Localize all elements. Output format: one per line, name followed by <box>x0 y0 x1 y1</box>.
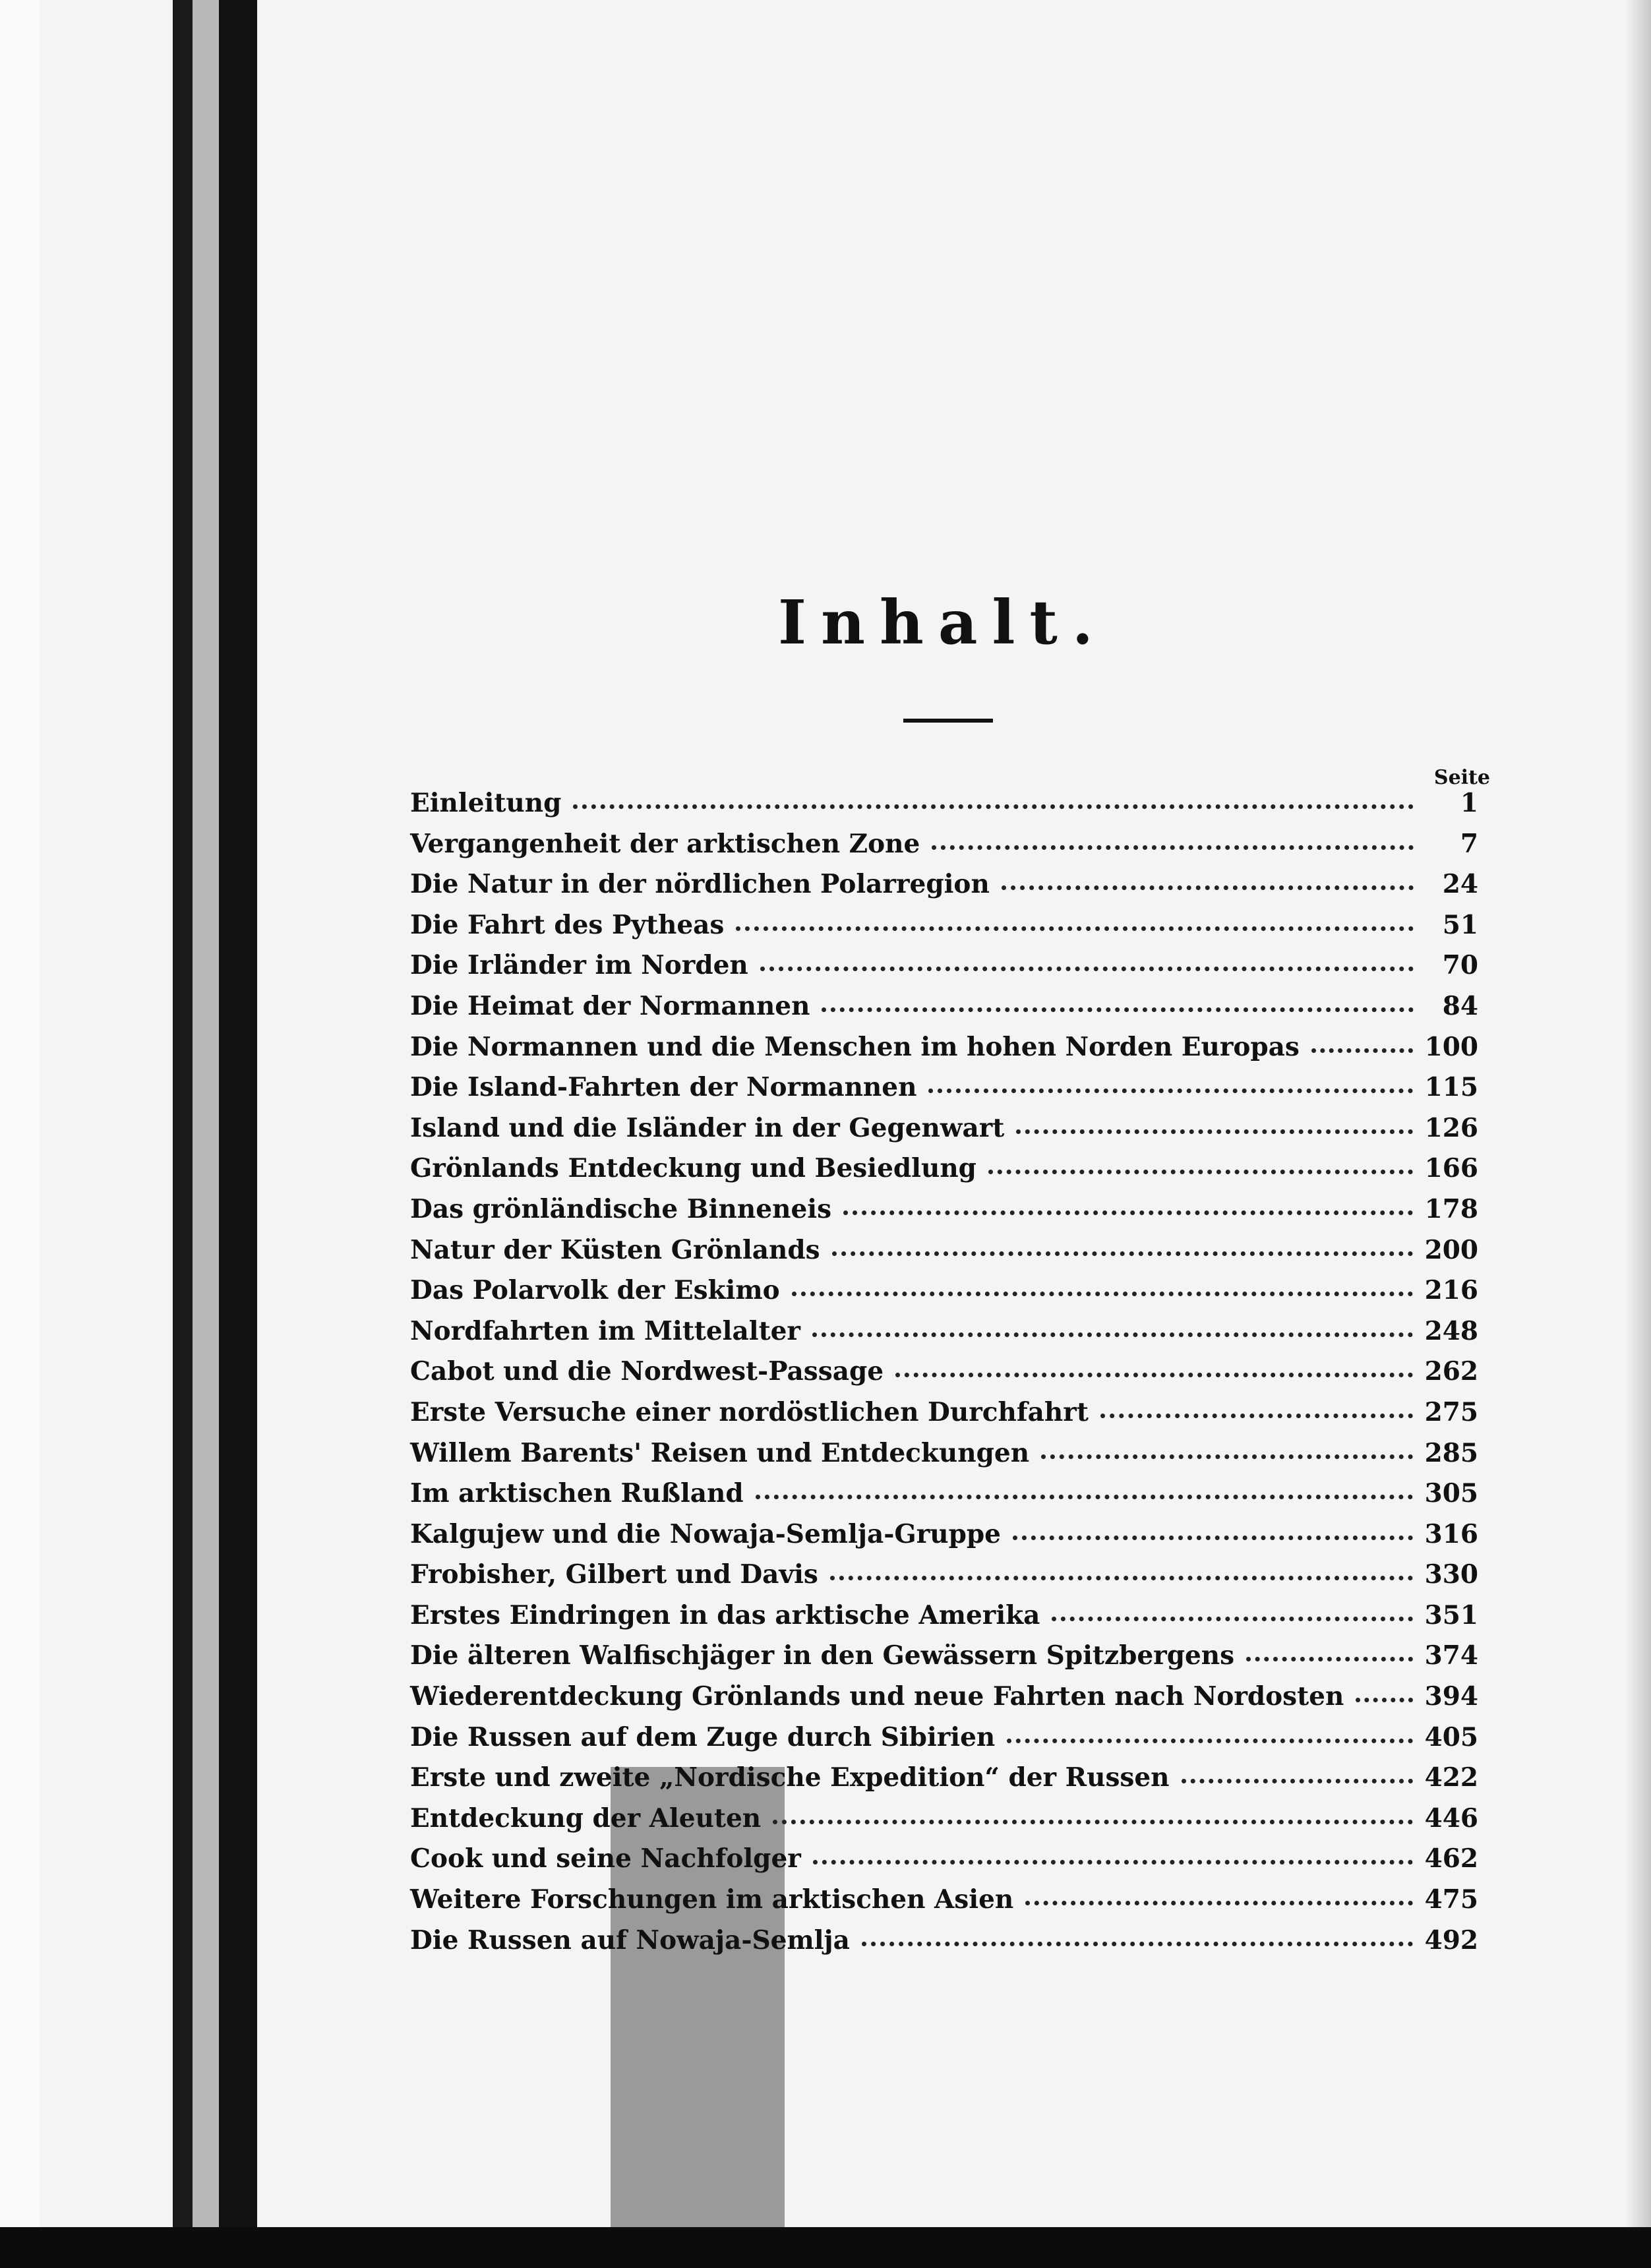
dot-leader <box>822 1007 1414 1012</box>
dot-leader <box>895 1373 1413 1377</box>
toc-entry-title: Wiederentdeckung Grönlands und neue Fahrten nach Nordosten <box>410 1681 1344 1712</box>
toc-entry <box>410 1762 1478 1803</box>
toc-entry-title: Weitere Forschungen im arktischen Asien <box>410 1884 1014 1915</box>
dot-leader <box>862 1942 1413 1946</box>
dot-leader <box>1025 1901 1412 1905</box>
toc-entry-title: Entdeckung der Aleuten <box>410 1803 762 1834</box>
toc-entry-page: 84 <box>1442 990 1478 1021</box>
toc-entry-title: Einleitung <box>410 788 562 818</box>
toc-entry-title: Erste und zweite „Nordische Expedition“ der Russen <box>410 1762 1170 1793</box>
table-of-contents <box>410 788 1478 1965</box>
dot-leader <box>932 845 1414 850</box>
toc-entry-page: 51 <box>1442 909 1478 940</box>
toc-entry <box>410 1640 1478 1681</box>
toc-entry-title: Die Island-Fahrten der Normannen <box>410 1072 917 1103</box>
toc-entry <box>410 1316 1478 1357</box>
toc-entry-title: Die Russen auf dem Zuge durch Sibirien <box>410 1721 996 1752</box>
toc-entry-page: 462 <box>1424 1843 1478 1874</box>
toc-entry <box>410 950 1478 991</box>
toc-entry-page: 216 <box>1424 1275 1478 1306</box>
toc-entry <box>410 829 1478 870</box>
toc-entry-page: 1 <box>1460 788 1478 818</box>
dot-leader <box>756 1495 1413 1499</box>
toc-entry <box>410 991 1478 1032</box>
toc-entry-title: Die Fahrt des Pytheas <box>410 909 725 940</box>
toc-entry-page: 275 <box>1424 1396 1478 1427</box>
dot-leader <box>843 1210 1413 1215</box>
toc-entry-title: Im arktischen Rußland <box>410 1478 744 1509</box>
toc-entry-title: Cook und seine Nachfolger <box>410 1843 801 1874</box>
title-rule <box>903 719 993 723</box>
toc-entry-page: 70 <box>1442 950 1478 981</box>
dot-leader <box>1016 1129 1412 1134</box>
page-column-label: Seite <box>1433 766 1490 789</box>
toc-entry <box>410 1113 1478 1154</box>
toc-entry-page: 24 <box>1442 869 1478 900</box>
toc-entry <box>410 1600 1478 1641</box>
toc-entry <box>410 1681 1478 1722</box>
toc-entry-title: Erste Versuche einer nordöstlichen Durchfahrt <box>410 1396 1089 1427</box>
toc-entry-page: 248 <box>1424 1315 1478 1346</box>
toc-entry <box>410 1884 1478 1925</box>
dot-leader <box>812 1332 1413 1337</box>
toc-entry-page: 7 <box>1460 828 1478 859</box>
toc-entry-page: 200 <box>1424 1234 1478 1265</box>
toc-entry-page: 305 <box>1424 1478 1478 1509</box>
dot-leader <box>1013 1536 1413 1540</box>
dot-leader <box>1052 1617 1412 1621</box>
toc-entry-title: Kalgujew und die Nowaja-Semlja-Gruppe <box>410 1518 1001 1549</box>
dot-leader <box>760 967 1414 971</box>
toc-entry-title: Frobisher, Gilbert und Davis <box>410 1559 818 1590</box>
toc-entry <box>410 1519 1478 1560</box>
dot-leader <box>736 926 1414 931</box>
toc-entry-page: 446 <box>1424 1803 1478 1834</box>
dot-leader <box>830 1576 1413 1580</box>
dot-leader <box>773 1820 1412 1824</box>
toc-entry-page: 126 <box>1424 1112 1478 1143</box>
toc-entry <box>410 869 1478 910</box>
book-edge-gray <box>193 0 219 2268</box>
toc-entry-page: 115 <box>1424 1072 1478 1103</box>
toc-entry <box>410 1438 1478 1479</box>
toc-entry-page: 100 <box>1424 1031 1478 1062</box>
toc-entry-page: 405 <box>1424 1721 1478 1752</box>
toc-entry-title: Das grönländische Binneneis <box>410 1193 832 1224</box>
toc-entry-title: Nordfahrten im Mittelalter <box>410 1315 800 1346</box>
scan-bottom-border <box>0 2227 1651 2268</box>
dot-leader <box>1041 1454 1413 1459</box>
toc-entry <box>410 1397 1478 1438</box>
toc-entry <box>410 1803 1478 1844</box>
toc-entry-page: 262 <box>1424 1356 1478 1387</box>
dot-leader <box>1246 1657 1412 1661</box>
toc-entry <box>410 1235 1478 1276</box>
toc-entry-title: Die Russen auf Nowaja-Semlja <box>410 1925 850 1955</box>
toc-entry <box>410 1559 1478 1600</box>
toc-entry <box>410 1072 1478 1113</box>
dot-leader <box>832 1251 1413 1256</box>
toc-entry-title: Vergangenheit der arktischen Zone <box>410 828 920 859</box>
toc-entry-title: Grönlands Entdeckung und Besiedlung <box>410 1153 976 1184</box>
toc-entry-page: 394 <box>1424 1681 1478 1712</box>
toc-entry-title: Die Heimat der Normannen <box>410 990 810 1021</box>
toc-entry-title: Erstes Eindringen in das arktische Amerika <box>410 1599 1040 1630</box>
dot-leader <box>1356 1698 1412 1702</box>
dot-leader <box>988 1170 1413 1174</box>
toc-entry-page: 316 <box>1424 1518 1478 1549</box>
toc-entry-page: 178 <box>1424 1193 1478 1224</box>
toc-entry-title: Natur der Küsten Grönlands <box>410 1234 820 1265</box>
toc-entry-page: 492 <box>1424 1925 1478 1955</box>
toc-entry <box>410 788 1478 829</box>
dot-leader <box>813 1860 1413 1865</box>
dot-leader <box>1311 1048 1413 1053</box>
toc-entry <box>410 1925 1478 1966</box>
page-edge-shade <box>1625 0 1651 2268</box>
toc-entry <box>410 910 1478 951</box>
dot-leader <box>1007 1739 1412 1743</box>
toc-entry <box>410 1032 1478 1073</box>
book-edge-shadow <box>173 0 193 2268</box>
toc-entry-page: 285 <box>1424 1437 1478 1468</box>
toc-entry <box>410 1356 1478 1397</box>
toc-entry <box>410 1722 1478 1763</box>
toc-entry-page: 166 <box>1424 1153 1478 1184</box>
toc-entry-page: 475 <box>1424 1884 1478 1915</box>
toc-entry-page: 374 <box>1424 1640 1478 1671</box>
toc-entry-title: Willem Barents' Reisen und Entdeckungen <box>410 1437 1030 1468</box>
toc-entry-title: Cabot und die Nordwest-Passage <box>410 1356 884 1387</box>
dot-leader <box>1002 885 1414 890</box>
book-gutter <box>219 0 257 2268</box>
dot-leader <box>1100 1414 1413 1418</box>
toc-entry-page: 330 <box>1424 1559 1478 1590</box>
toc-entry <box>410 1478 1478 1519</box>
toc-entry-page: 351 <box>1424 1599 1478 1630</box>
toc-entry <box>410 1275 1478 1316</box>
toc-entry <box>410 1194 1478 1235</box>
toc-entry-title: Die Natur in der nördlichen Polarregion <box>410 869 990 900</box>
dot-leader <box>573 804 1414 809</box>
dot-leader <box>1182 1779 1413 1783</box>
toc-entry-title: Die älteren Walfischjäger in den Gewässern Spitzbergens <box>410 1640 1235 1671</box>
dot-leader <box>928 1089 1412 1093</box>
toc-entry <box>410 1843 1478 1884</box>
toc-entry-title: Island und die Isländer in der Gegenwart <box>410 1112 1005 1143</box>
toc-entry-page: 422 <box>1424 1762 1478 1793</box>
page-margin-left <box>0 0 40 2268</box>
toc-entry-title: Die Irländer im Norden <box>410 950 748 981</box>
dot-leader <box>792 1292 1413 1296</box>
toc-entry <box>410 1153 1478 1194</box>
toc-entry-title: Das Polarvolk der Eskimo <box>410 1275 780 1306</box>
toc-entry-title: Die Normannen und die Menschen im hohen Norden Europas <box>410 1031 1300 1062</box>
page-title: Inhalt. <box>778 587 1108 658</box>
